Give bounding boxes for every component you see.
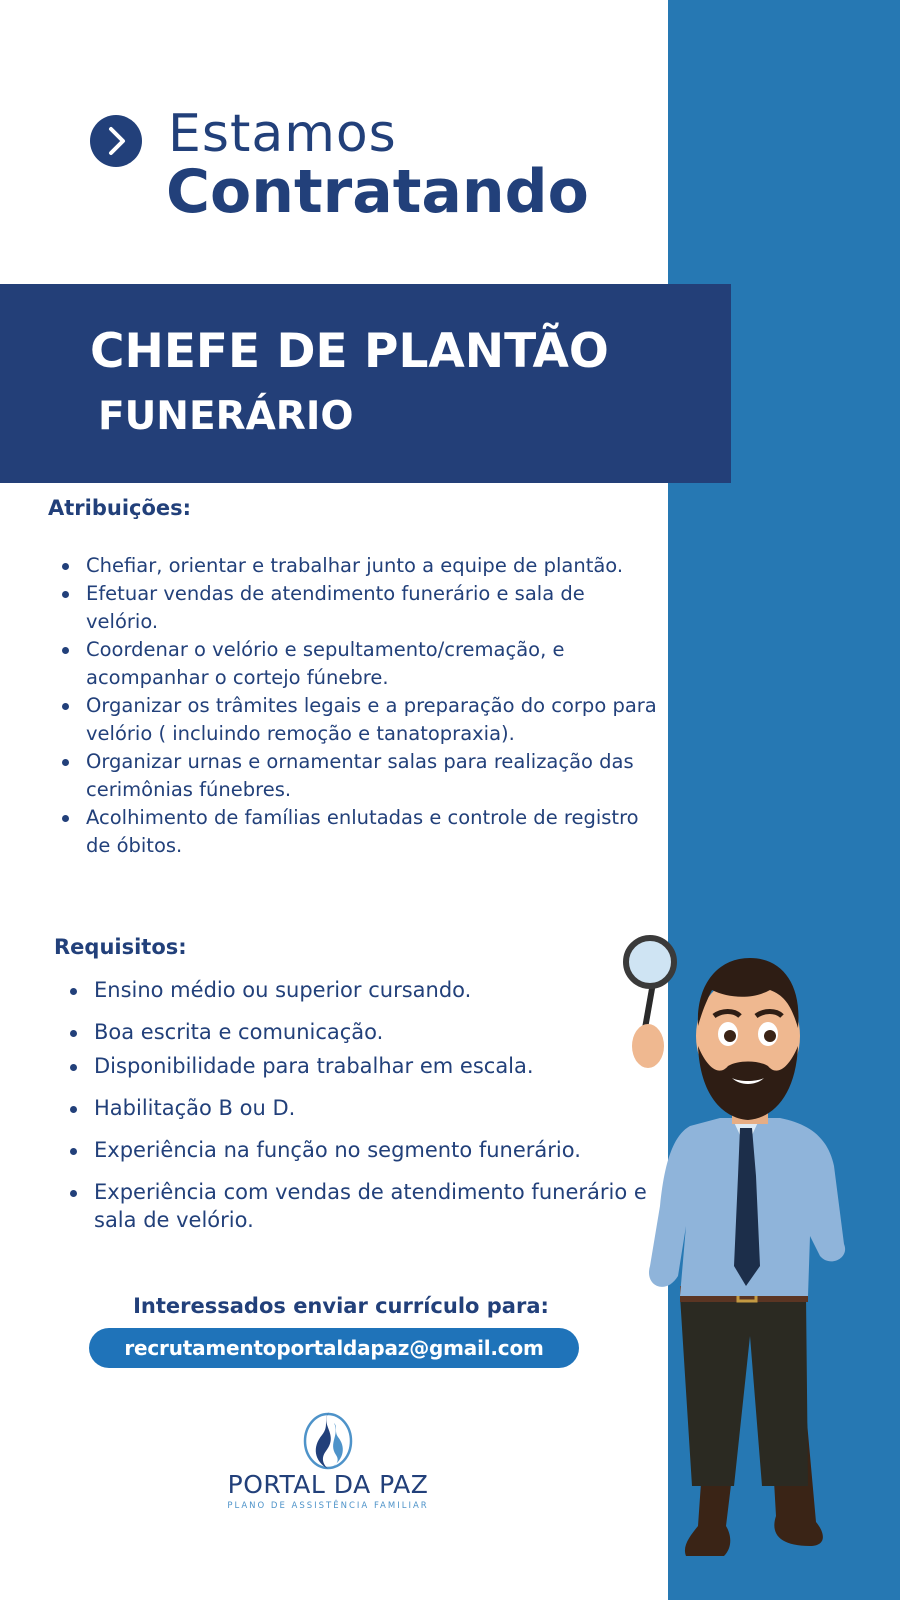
email-link[interactable]: recrutamentoportaldapaz@gmail.com — [89, 1328, 579, 1368]
attributions-list — [60, 552, 660, 860]
man-with-magnifying-glass-illustration — [620, 866, 900, 1556]
chevron-right-icon — [90, 115, 142, 167]
list-item: Habilitação B ou D. — [68, 1094, 648, 1122]
list-item: Efetuar vendas de atendimento funerário e sala de velório. — [60, 580, 660, 636]
job-title: CHEFE DE PLANTÃO — [90, 324, 609, 379]
flame-logo-icon — [300, 1403, 356, 1471]
list-item: Coordenar o velório e sepultamento/cremação, e acompanhar o cortejo fúnebre. — [60, 636, 660, 692]
job-subtitle: FUNERÁRIO — [98, 394, 354, 439]
list-item: Acolhimento de famílias enlutadas e controle de registro de óbitos. — [60, 804, 660, 860]
requirements-list — [68, 976, 648, 1234]
headline-line-1: Estamos — [168, 104, 397, 164]
attributions-heading: Atribuições: — [48, 496, 192, 520]
job-title-banner — [0, 284, 731, 483]
brand-name: PORTAL DA PAZ — [227, 1470, 429, 1499]
headline-line-2: Contratando — [166, 157, 589, 227]
contact-label: Interessados enviar currículo para: — [133, 1294, 549, 1318]
list-item: Ensino médio ou superior cursando. — [68, 976, 648, 1004]
list-item: Organizar os trâmites legais e a preparação do corpo para velório ( incluindo remoção e tanatopraxia). — [60, 692, 660, 748]
list-item: Experiência na função no segmento funerário. — [68, 1136, 648, 1164]
list-item: Chefiar, orientar e trabalhar junto a equipe de plantão. — [60, 552, 660, 580]
list-item: Boa escrita e comunicação. — [68, 1018, 648, 1046]
list-item: Disponibilidade para trabalhar em escala. — [68, 1052, 648, 1080]
brand-tagline: PLANO DE ASSISTÊNCIA FAMILIAR — [227, 1501, 429, 1511]
requirements-heading: Requisitos: — [54, 935, 187, 959]
list-item: Experiência com vendas de atendimento funerário e sala de velório. — [68, 1178, 648, 1234]
list-item: Organizar urnas e ornamentar salas para realização das cerimônias fúnebres. — [60, 748, 660, 804]
